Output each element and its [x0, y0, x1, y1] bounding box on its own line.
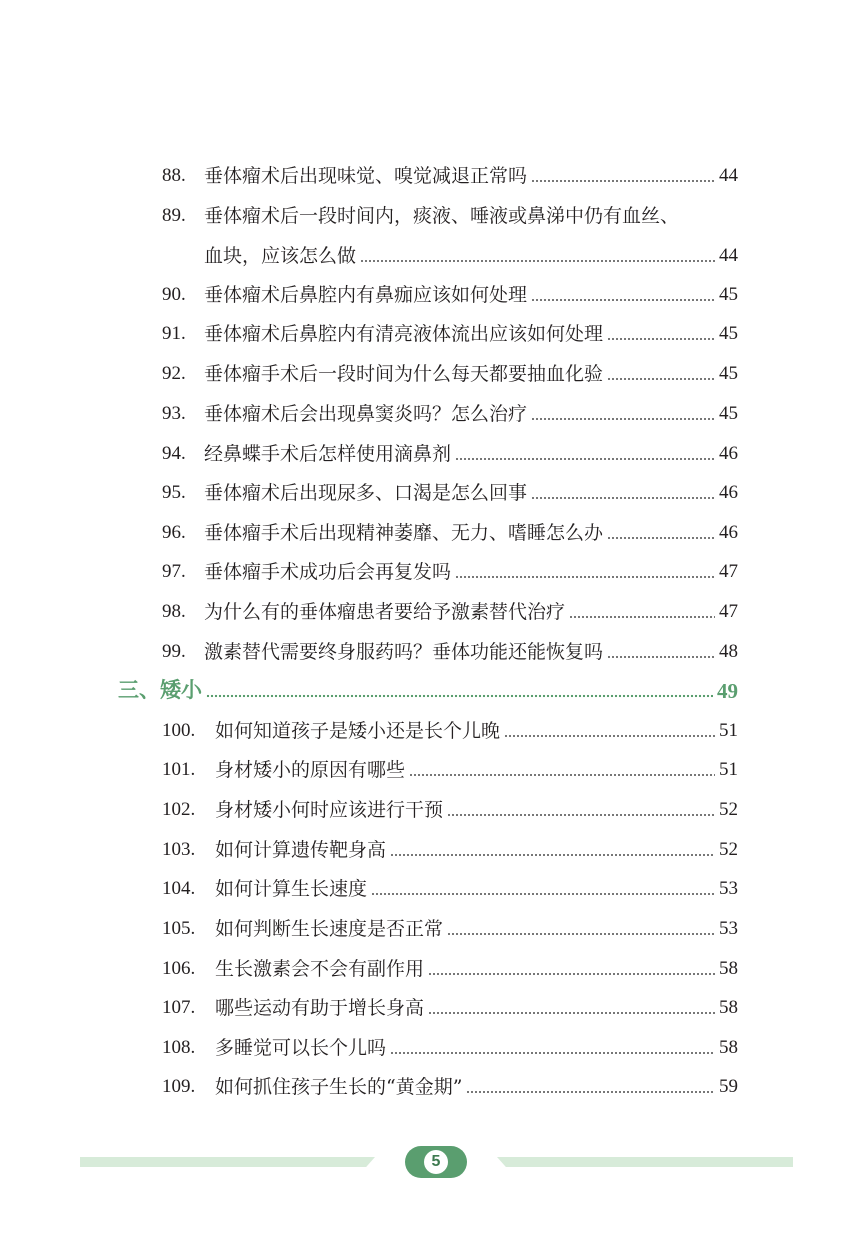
- dot-leader: [360, 259, 715, 263]
- entry-page: 58: [719, 958, 738, 979]
- entry-number: 94.: [162, 443, 186, 464]
- toc-entry[interactable]: [162, 758, 738, 782]
- toc-entry[interactable]: [162, 560, 738, 584]
- entry-page: 46: [719, 443, 738, 464]
- entry-number: 88.: [162, 165, 186, 186]
- dot-leader: [428, 972, 715, 976]
- entry-page: 44: [719, 165, 738, 186]
- toc-entry[interactable]: [162, 996, 738, 1020]
- entry-number: 89.: [162, 205, 186, 226]
- entry-number: 98.: [162, 601, 186, 622]
- dot-leader: [607, 536, 715, 540]
- dot-leader: [569, 615, 715, 619]
- entry-page: 58: [719, 997, 738, 1018]
- entry-title: 垂体瘤术后出现尿多、口渴是怎么回事: [204, 482, 528, 504]
- toc-entry[interactable]: [162, 917, 738, 941]
- entry-number: 102.: [162, 799, 196, 820]
- entry-title: 如何知道孩子是矮小还是长个儿晚: [215, 720, 501, 742]
- dot-leader: [607, 655, 715, 659]
- entry-page: 47: [719, 561, 738, 582]
- toc-entry[interactable]: [162, 322, 738, 346]
- dot-leader: [504, 734, 715, 738]
- toc-entry[interactable]: [162, 1036, 738, 1060]
- entry-page: 51: [719, 759, 738, 780]
- dot-leader: [455, 457, 715, 461]
- entry-title: 生长激素会不会有副作用: [215, 958, 425, 980]
- dot-leader: [390, 853, 715, 857]
- toc-entry[interactable]: [162, 481, 738, 505]
- toc-entry[interactable]: [162, 362, 738, 386]
- entry-title: 垂体瘤手术成功后会再复发吗: [204, 561, 452, 583]
- entry-title: 如何抓住孩子生长的“黄金期”: [215, 1076, 463, 1098]
- dot-leader: [206, 694, 713, 698]
- dot-leader: [409, 773, 715, 777]
- toc-entry[interactable]: [162, 442, 738, 466]
- dot-leader: [607, 377, 715, 381]
- footer-band-left: [80, 1157, 375, 1167]
- entry-page: 46: [719, 482, 738, 503]
- dot-leader: [447, 813, 715, 817]
- entry-number: 91.: [162, 323, 186, 344]
- entry-title: 激素替代需要终身服药吗？垂体功能还能恢复吗: [204, 641, 604, 663]
- entry-title: 如何计算遗传靶身高: [215, 839, 387, 861]
- toc-entry[interactable]: [162, 719, 738, 743]
- entry-page: 58: [719, 1037, 738, 1058]
- toc-entry[interactable]: [162, 1075, 738, 1099]
- entry-title: 多睡觉可以长个儿吗: [215, 1037, 387, 1059]
- entry-number: 100.: [162, 720, 196, 741]
- page-number: 5: [424, 1150, 448, 1174]
- entry-page: 46: [719, 522, 738, 543]
- entry-title: 为什么有的垂体瘤患者要给予激素替代治疗: [204, 601, 566, 623]
- dot-leader: [531, 298, 715, 302]
- entry-number: 104.: [162, 878, 196, 899]
- entry-number: 97.: [162, 561, 186, 582]
- toc-entry[interactable]: [162, 640, 738, 664]
- toc-entry[interactable]: [162, 957, 738, 981]
- entry-page: 45: [719, 363, 738, 384]
- entry-title: 哪些运动有助于增长身高: [215, 997, 425, 1019]
- entry-page: 53: [719, 878, 738, 899]
- entry-number: 108.: [162, 1037, 196, 1058]
- entry-page: 59: [719, 1076, 738, 1097]
- entry-title: 垂体瘤术后出现味觉、嗅觉减退正常吗: [204, 165, 528, 187]
- toc-entry[interactable]: [162, 838, 738, 862]
- entry-number: 105.: [162, 918, 196, 939]
- entry-title: 垂体瘤术后鼻腔内有清亮液体流出应该如何处理: [204, 323, 604, 345]
- toc-entry[interactable]: [162, 877, 738, 901]
- dot-leader: [390, 1051, 715, 1055]
- entry-page: 45: [719, 323, 738, 344]
- toc-entry[interactable]: [162, 600, 738, 624]
- dot-leader: [607, 337, 715, 341]
- toc-entry[interactable]: [162, 283, 738, 307]
- entry-title-continued: 血块，应该怎么做: [204, 245, 357, 267]
- entry-page: 45: [719, 403, 738, 424]
- entry-page: 45: [719, 284, 738, 305]
- entry-page: 47: [719, 601, 738, 622]
- entry-title: 经鼻蝶手术后怎样使用滴鼻剂: [204, 443, 452, 465]
- dot-leader: [531, 496, 715, 500]
- entry-title: 垂体瘤术后鼻腔内有鼻痂应该如何处理: [204, 284, 528, 306]
- entry-number: 95.: [162, 482, 186, 503]
- section-title: 三、矮小: [118, 679, 202, 702]
- entry-number: 107.: [162, 997, 196, 1018]
- entry-number: 96.: [162, 522, 186, 543]
- dot-leader: [428, 1011, 715, 1015]
- entry-title: 垂体瘤术后一段时间内，痰液、唾液或鼻涕中仍有血丝、: [204, 205, 680, 227]
- footer-band-right: [497, 1157, 793, 1167]
- toc-entry[interactable]: [162, 204, 738, 268]
- dot-leader: [466, 1090, 715, 1094]
- dot-leader: [531, 179, 715, 183]
- entry-title: 垂体瘤术后会出现鼻窦炎吗？怎么治疗: [204, 403, 528, 425]
- entry-page: 44: [719, 245, 738, 266]
- dot-leader: [447, 932, 715, 936]
- toc-section-heading[interactable]: [118, 678, 738, 704]
- entry-title: 垂体瘤手术后出现精神萎靡、无力、嗜睡怎么办: [204, 522, 604, 544]
- entry-page: 52: [719, 839, 738, 860]
- entry-number: 101.: [162, 759, 196, 780]
- toc-entry[interactable]: [162, 521, 738, 545]
- entry-title: 身材矮小的原因有哪些: [215, 759, 406, 781]
- entry-number: 106.: [162, 958, 196, 979]
- entry-title: 身材矮小何时应该进行干预: [215, 799, 444, 821]
- entry-page: 53: [719, 918, 738, 939]
- entry-title: 垂体瘤手术后一段时间为什么每天都要抽血化验: [204, 363, 604, 385]
- toc-entry[interactable]: [162, 402, 738, 426]
- toc-entry[interactable]: [162, 798, 738, 822]
- section-page: 49: [717, 679, 738, 703]
- entry-number: 93.: [162, 403, 186, 424]
- entry-title: 如何判断生长速度是否正常: [215, 918, 444, 940]
- dot-leader: [531, 417, 715, 421]
- page-number-badge: [405, 1146, 467, 1178]
- entry-number: 109.: [162, 1076, 196, 1097]
- dot-leader: [455, 575, 715, 579]
- toc-entry[interactable]: [162, 164, 738, 188]
- entry-page: 48: [719, 641, 738, 662]
- entry-number: 103.: [162, 839, 196, 860]
- entry-page: 52: [719, 799, 738, 820]
- entry-number: 92.: [162, 363, 186, 384]
- entry-title: 如何计算生长速度: [215, 878, 368, 900]
- dot-leader: [371, 892, 715, 896]
- entry-number: 99.: [162, 641, 186, 662]
- entry-page: 51: [719, 720, 738, 741]
- entry-number: 90.: [162, 284, 186, 305]
